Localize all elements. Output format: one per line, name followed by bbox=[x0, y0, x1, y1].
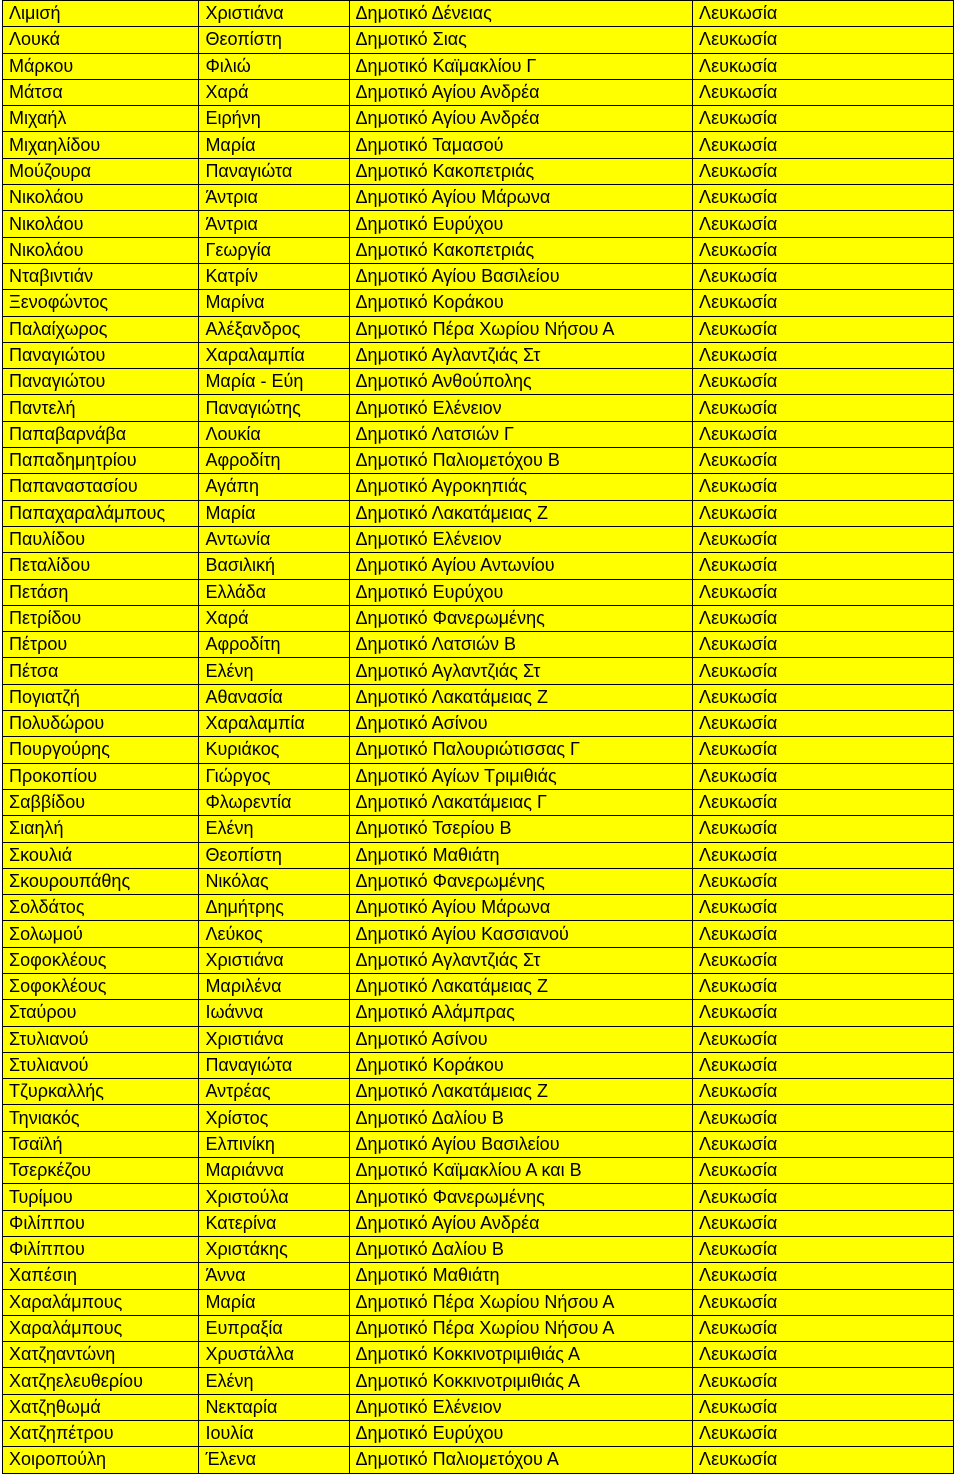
first-name-cell: Χρίστος bbox=[199, 1105, 349, 1131]
first-name-cell: Αντρέας bbox=[199, 1079, 349, 1105]
surname-cell: Παπαναστασίου bbox=[3, 474, 199, 500]
first-name-cell: Νεκταρία bbox=[199, 1394, 349, 1420]
surname-cell: Σοφοκλέους bbox=[3, 947, 199, 973]
first-name-cell: Ευπραξία bbox=[199, 1315, 349, 1341]
first-name-cell: Χαρά bbox=[199, 605, 349, 631]
district-cell: Λευκωσία bbox=[693, 1421, 954, 1447]
table-row bbox=[3, 1158, 954, 1184]
table-row bbox=[3, 263, 954, 289]
table-row bbox=[3, 816, 954, 842]
district-cell: Λευκωσία bbox=[693, 605, 954, 631]
surname-cell: Νικολάου bbox=[3, 185, 199, 211]
school-cell: Δημοτικό Αγλαντζιάς Στ bbox=[349, 947, 693, 973]
surname-cell: Τζυρκαλλής bbox=[3, 1079, 199, 1105]
school-cell: Δημοτικό Αγλαντζιάς Στ bbox=[349, 342, 693, 368]
school-cell: Δημοτικό Ασίνου bbox=[349, 1026, 693, 1052]
district-cell: Λευκωσία bbox=[693, 1289, 954, 1315]
table-row bbox=[3, 1079, 954, 1105]
table-row bbox=[3, 1447, 954, 1473]
surname-cell: Πετρίδου bbox=[3, 605, 199, 631]
school-cell: Δημοτικό Αγίου Κασσιανού bbox=[349, 921, 693, 947]
district-cell: Λευκωσία bbox=[693, 79, 954, 105]
surname-cell: Πέτρου bbox=[3, 632, 199, 658]
surname-cell: Νικολάου bbox=[3, 237, 199, 263]
district-cell: Λευκωσία bbox=[693, 526, 954, 552]
district-cell: Λευκωσία bbox=[693, 789, 954, 815]
surname-cell: Μάρκου bbox=[3, 53, 199, 79]
school-cell: Δημοτικό Λακατάμειας Ζ bbox=[349, 1079, 693, 1105]
district-cell: Λευκωσία bbox=[693, 211, 954, 237]
surname-cell: Χοιροπούλη bbox=[3, 1447, 199, 1473]
school-cell: Δημοτικό Ελένειον bbox=[349, 395, 693, 421]
table-row bbox=[3, 947, 954, 973]
first-name-cell: Θεοπίστη bbox=[199, 842, 349, 868]
table-row bbox=[3, 921, 954, 947]
surname-cell: Φιλίππου bbox=[3, 1236, 199, 1262]
table-row bbox=[3, 421, 954, 447]
school-cell: Δημοτικό Φανερωμένης bbox=[349, 605, 693, 631]
surname-cell: Σκουλιά bbox=[3, 842, 199, 868]
district-cell: Λευκωσία bbox=[693, 1394, 954, 1420]
table-row bbox=[3, 1026, 954, 1052]
table-row bbox=[3, 842, 954, 868]
table-row bbox=[3, 237, 954, 263]
table-row bbox=[3, 1, 954, 27]
table-row bbox=[3, 448, 954, 474]
table-row bbox=[3, 106, 954, 132]
district-cell: Λευκωσία bbox=[693, 973, 954, 999]
surname-cell: Παντελή bbox=[3, 395, 199, 421]
table-row bbox=[3, 158, 954, 184]
district-cell: Λευκωσία bbox=[693, 500, 954, 526]
surname-cell: Πουργούρης bbox=[3, 737, 199, 763]
school-cell: Δημοτικό Αγροκηπιάς bbox=[349, 474, 693, 500]
surname-cell: Πεταλίδου bbox=[3, 553, 199, 579]
first-name-cell: Χριστιάνα bbox=[199, 1, 349, 27]
surname-cell: Νταβιντιάν bbox=[3, 263, 199, 289]
first-name-cell: Άντρια bbox=[199, 211, 349, 237]
first-name-cell: Μαρία bbox=[199, 500, 349, 526]
surname-cell: Παλαίχωρος bbox=[3, 316, 199, 342]
district-cell: Λευκωσία bbox=[693, 369, 954, 395]
surname-cell: Παυλίδου bbox=[3, 526, 199, 552]
table-row bbox=[3, 868, 954, 894]
district-cell: Λευκωσία bbox=[693, 868, 954, 894]
first-name-cell: Μαριάννα bbox=[199, 1158, 349, 1184]
surname-cell: Λιμισή bbox=[3, 1, 199, 27]
first-name-cell: Αφροδίτη bbox=[199, 632, 349, 658]
school-cell: Δημοτικό Αγίου Μάρωνα bbox=[349, 185, 693, 211]
table-row bbox=[3, 474, 954, 500]
district-cell: Λευκωσία bbox=[693, 27, 954, 53]
district-cell: Λευκωσία bbox=[693, 1000, 954, 1026]
first-name-cell: Αφροδίτη bbox=[199, 448, 349, 474]
table-row bbox=[3, 79, 954, 105]
surname-cell: Σολδάτος bbox=[3, 895, 199, 921]
table-row bbox=[3, 27, 954, 53]
surname-cell: Χαπέσιη bbox=[3, 1263, 199, 1289]
first-name-cell: Ελπινίκη bbox=[199, 1131, 349, 1157]
district-cell: Λευκωσία bbox=[693, 816, 954, 842]
surname-cell: Τηνιακός bbox=[3, 1105, 199, 1131]
school-cell: Δημοτικό Λακατάμειας Ζ bbox=[349, 973, 693, 999]
table-row bbox=[3, 1394, 954, 1420]
district-cell: Λευκωσία bbox=[693, 1447, 954, 1473]
table-row bbox=[3, 895, 954, 921]
surname-cell: Πογιατζή bbox=[3, 684, 199, 710]
school-cell: Δημοτικό Ευρύχου bbox=[349, 1421, 693, 1447]
first-name-cell: Αντωνία bbox=[199, 526, 349, 552]
school-cell: Δημοτικό Ευρύχου bbox=[349, 211, 693, 237]
table-row bbox=[3, 526, 954, 552]
school-cell: Δημοτικό Πέρα Χωρίου Νήσου Α bbox=[349, 1315, 693, 1341]
school-cell: Δημοτικό Ελένειον bbox=[349, 526, 693, 552]
first-name-cell: Γιώργος bbox=[199, 763, 349, 789]
first-name-cell: Μαρία bbox=[199, 1289, 349, 1315]
first-name-cell: Χαραλαμπία bbox=[199, 711, 349, 737]
school-cell: Δημοτικό Αγίου Αντωνίου bbox=[349, 553, 693, 579]
district-cell: Λευκωσία bbox=[693, 132, 954, 158]
surname-cell: Στυλιανού bbox=[3, 1026, 199, 1052]
surname-cell: Προκοπίου bbox=[3, 763, 199, 789]
table-row bbox=[3, 211, 954, 237]
surname-cell: Ξενοφώντος bbox=[3, 290, 199, 316]
school-cell: Δημοτικό Πέρα Χωρίου Νήσου Α bbox=[349, 1289, 693, 1315]
district-cell: Λευκωσία bbox=[693, 1158, 954, 1184]
district-cell: Λευκωσία bbox=[693, 1342, 954, 1368]
table-row bbox=[3, 973, 954, 999]
table-row bbox=[3, 132, 954, 158]
district-cell: Λευκωσία bbox=[693, 448, 954, 474]
first-name-cell: Λεύκος bbox=[199, 921, 349, 947]
first-name-cell: Αλέξανδρος bbox=[199, 316, 349, 342]
teacher-list-table bbox=[2, 0, 954, 1474]
surname-cell: Σολωμού bbox=[3, 921, 199, 947]
school-cell: Δημοτικό Δαλίου Β bbox=[349, 1105, 693, 1131]
school-cell: Δημοτικό Καϊμακλίου Γ bbox=[349, 53, 693, 79]
district-cell: Λευκωσία bbox=[693, 1210, 954, 1236]
first-name-cell: Βασιλική bbox=[199, 553, 349, 579]
table-row bbox=[3, 632, 954, 658]
first-name-cell: Νικόλας bbox=[199, 868, 349, 894]
table-row bbox=[3, 1368, 954, 1394]
surname-cell: Νικολάου bbox=[3, 211, 199, 237]
first-name-cell: Ιουλία bbox=[199, 1421, 349, 1447]
surname-cell: Παπαβαρνάβα bbox=[3, 421, 199, 447]
school-cell: Δημοτικό Αγίου Βασιλείου bbox=[349, 1131, 693, 1157]
school-cell: Δημοτικό Ταμασού bbox=[349, 132, 693, 158]
school-cell: Δημοτικό Κοκκινοτριμιθιάς Α bbox=[349, 1368, 693, 1394]
table-row bbox=[3, 1105, 954, 1131]
surname-cell: Χατζηελευθερίου bbox=[3, 1368, 199, 1394]
school-cell: Δημοτικό Λατσιών Γ bbox=[349, 421, 693, 447]
surname-cell: Τυρίμου bbox=[3, 1184, 199, 1210]
school-cell: Δημοτικό Παλιομετόχου Α bbox=[349, 1447, 693, 1473]
surname-cell: Λουκά bbox=[3, 27, 199, 53]
first-name-cell: Γεωργία bbox=[199, 237, 349, 263]
district-cell: Λευκωσία bbox=[693, 395, 954, 421]
first-name-cell: Φιλιώ bbox=[199, 53, 349, 79]
table-row bbox=[3, 53, 954, 79]
first-name-cell: Έλενα bbox=[199, 1447, 349, 1473]
first-name-cell: Αθανασία bbox=[199, 684, 349, 710]
district-cell: Λευκωσία bbox=[693, 1105, 954, 1131]
school-cell: Δημοτικό Αγίου Μάρωνα bbox=[349, 895, 693, 921]
surname-cell: Πολυδώρου bbox=[3, 711, 199, 737]
district-cell: Λευκωσία bbox=[693, 1052, 954, 1078]
surname-cell: Χαραλάμπους bbox=[3, 1289, 199, 1315]
table-row bbox=[3, 1184, 954, 1210]
first-name-cell: Ειρήνη bbox=[199, 106, 349, 132]
first-name-cell: Άντρια bbox=[199, 185, 349, 211]
school-cell: Δημοτικό Αγίου Βασιλείου bbox=[349, 263, 693, 289]
school-cell: Δημοτικό Λακατάμειας Ζ bbox=[349, 684, 693, 710]
school-cell: Δημοτικό Λακατάμειας Γ bbox=[349, 789, 693, 815]
table-row bbox=[3, 763, 954, 789]
surname-cell: Χατζηαντώνη bbox=[3, 1342, 199, 1368]
first-name-cell: Χαραλαμπία bbox=[199, 342, 349, 368]
table-row bbox=[3, 1131, 954, 1157]
district-cell: Λευκωσία bbox=[693, 921, 954, 947]
school-cell: Δημοτικό Αγλαντζιάς Στ bbox=[349, 658, 693, 684]
school-cell: Δημοτικό Κακοπετριάς bbox=[349, 158, 693, 184]
surname-cell: Χατζηθωμά bbox=[3, 1394, 199, 1420]
school-cell: Δημοτικό Αλάμπρας bbox=[349, 1000, 693, 1026]
first-name-cell: Παναγιώτα bbox=[199, 1052, 349, 1078]
first-name-cell: Χριστιάνα bbox=[199, 947, 349, 973]
district-cell: Λευκωσία bbox=[693, 763, 954, 789]
school-cell: Δημοτικό Μαθιάτη bbox=[349, 842, 693, 868]
surname-cell: Μάτσα bbox=[3, 79, 199, 105]
first-name-cell: Χαρά bbox=[199, 79, 349, 105]
district-cell: Λευκωσία bbox=[693, 474, 954, 500]
district-cell: Λευκωσία bbox=[693, 842, 954, 868]
surname-cell: Μούζουρα bbox=[3, 158, 199, 184]
district-cell: Λευκωσία bbox=[693, 684, 954, 710]
district-cell: Λευκωσία bbox=[693, 1236, 954, 1262]
first-name-cell: Μαρία - Εύη bbox=[199, 369, 349, 395]
first-name-cell: Χρυστάλλα bbox=[199, 1342, 349, 1368]
district-cell: Λευκωσία bbox=[693, 1026, 954, 1052]
first-name-cell: Ιωάννα bbox=[199, 1000, 349, 1026]
table-row bbox=[3, 369, 954, 395]
surname-cell: Σκουρουπάθης bbox=[3, 868, 199, 894]
table-row bbox=[3, 789, 954, 815]
district-cell: Λευκωσία bbox=[693, 53, 954, 79]
first-name-cell: Παναγιώτα bbox=[199, 158, 349, 184]
table-row bbox=[3, 1289, 954, 1315]
table-row bbox=[3, 1342, 954, 1368]
school-cell: Δημοτικό Παλιομετόχου Β bbox=[349, 448, 693, 474]
school-cell: Δημοτικό Κακοπετριάς bbox=[349, 237, 693, 263]
district-cell: Λευκωσία bbox=[693, 658, 954, 684]
first-name-cell: Χριστιάνα bbox=[199, 1026, 349, 1052]
first-name-cell: Κατρίν bbox=[199, 263, 349, 289]
surname-cell: Στυλιανού bbox=[3, 1052, 199, 1078]
school-cell: Δημοτικό Αγίων Τριμιθιάς bbox=[349, 763, 693, 789]
school-cell: Δημοτικό Μαθιάτη bbox=[349, 1263, 693, 1289]
first-name-cell: Παναγιώτης bbox=[199, 395, 349, 421]
first-name-cell: Λουκία bbox=[199, 421, 349, 447]
surname-cell: Πέτσα bbox=[3, 658, 199, 684]
district-cell: Λευκωσία bbox=[693, 290, 954, 316]
first-name-cell: Μαριλένα bbox=[199, 973, 349, 999]
first-name-cell: Χριστούλα bbox=[199, 1184, 349, 1210]
surname-cell: Πετάση bbox=[3, 579, 199, 605]
surname-cell: Παναγιώτου bbox=[3, 342, 199, 368]
first-name-cell: Μαρίνα bbox=[199, 290, 349, 316]
district-cell: Λευκωσία bbox=[693, 158, 954, 184]
surname-cell: Χατζηπέτρου bbox=[3, 1421, 199, 1447]
school-cell: Δημοτικό Λατσιών Β bbox=[349, 632, 693, 658]
district-cell: Λευκωσία bbox=[693, 737, 954, 763]
school-cell: Δημοτικό Ανθούπολης bbox=[349, 369, 693, 395]
table-row bbox=[3, 579, 954, 605]
surname-cell: Παπαχαραλάμπους bbox=[3, 500, 199, 526]
first-name-cell: Θεοπίστη bbox=[199, 27, 349, 53]
school-cell: Δημοτικό Σιας bbox=[349, 27, 693, 53]
table-row bbox=[3, 1236, 954, 1262]
district-cell: Λευκωσία bbox=[693, 237, 954, 263]
district-cell: Λευκωσία bbox=[693, 1368, 954, 1394]
first-name-cell: Αγάπη bbox=[199, 474, 349, 500]
school-cell: Δημοτικό Παλουριώτισσας Γ bbox=[349, 737, 693, 763]
surname-cell: Χαραλάμπους bbox=[3, 1315, 199, 1341]
district-cell: Λευκωσία bbox=[693, 1184, 954, 1210]
surname-cell: Παναγιώτου bbox=[3, 369, 199, 395]
table-row bbox=[3, 1000, 954, 1026]
district-cell: Λευκωσία bbox=[693, 1131, 954, 1157]
school-cell: Δημοτικό Φανερωμένης bbox=[349, 1184, 693, 1210]
first-name-cell: Ελένη bbox=[199, 1368, 349, 1394]
surname-cell: Σοφοκλέους bbox=[3, 973, 199, 999]
district-cell: Λευκωσία bbox=[693, 1, 954, 27]
school-cell: Δημοτικό Ευρύχου bbox=[349, 579, 693, 605]
table-row bbox=[3, 1263, 954, 1289]
surname-cell: Μιχαήλ bbox=[3, 106, 199, 132]
school-cell: Δημοτικό Πέρα Χωρίου Νήσου Α bbox=[349, 316, 693, 342]
school-cell: Δημοτικό Λακατάμειας Ζ bbox=[349, 500, 693, 526]
school-cell: Δημοτικό Ασίνου bbox=[349, 711, 693, 737]
school-cell: Δημοτικό Δαλίου Β bbox=[349, 1236, 693, 1262]
surname-cell: Σαββίδου bbox=[3, 789, 199, 815]
first-name-cell: Ελένη bbox=[199, 658, 349, 684]
district-cell: Λευκωσία bbox=[693, 421, 954, 447]
district-cell: Λευκωσία bbox=[693, 106, 954, 132]
district-cell: Λευκωσία bbox=[693, 711, 954, 737]
table-row bbox=[3, 395, 954, 421]
surname-cell: Τσαϊλή bbox=[3, 1131, 199, 1157]
first-name-cell: Χριστάκης bbox=[199, 1236, 349, 1262]
surname-cell: Σταύρου bbox=[3, 1000, 199, 1026]
district-cell: Λευκωσία bbox=[693, 553, 954, 579]
school-cell: Δημοτικό Κοκκινοτριμιθιάς Α bbox=[349, 1342, 693, 1368]
table-row bbox=[3, 605, 954, 631]
school-cell: Δημοτικό Αγίου Ανδρέα bbox=[349, 79, 693, 105]
school-cell: Δημοτικό Δένειας bbox=[349, 1, 693, 27]
table-row bbox=[3, 711, 954, 737]
district-cell: Λευκωσία bbox=[693, 947, 954, 973]
table-row bbox=[3, 684, 954, 710]
table-row bbox=[3, 1421, 954, 1447]
table-row bbox=[3, 1052, 954, 1078]
table-row bbox=[3, 500, 954, 526]
school-cell: Δημοτικό Φανερωμένης bbox=[349, 868, 693, 894]
first-name-cell: Ελλάδα bbox=[199, 579, 349, 605]
district-cell: Λευκωσία bbox=[693, 1263, 954, 1289]
surname-cell: Μιχαηλίδου bbox=[3, 132, 199, 158]
table-row bbox=[3, 658, 954, 684]
district-cell: Λευκωσία bbox=[693, 185, 954, 211]
first-name-cell: Κυριάκος bbox=[199, 737, 349, 763]
table-row bbox=[3, 342, 954, 368]
district-cell: Λευκωσία bbox=[693, 632, 954, 658]
school-cell: Δημοτικό Καϊμακλίου Α και Β bbox=[349, 1158, 693, 1184]
school-cell: Δημοτικό Τσερίου Β bbox=[349, 816, 693, 842]
school-cell: Δημοτικό Αγίου Ανδρέα bbox=[349, 1210, 693, 1236]
table-row bbox=[3, 553, 954, 579]
district-cell: Λευκωσία bbox=[693, 579, 954, 605]
table-row bbox=[3, 290, 954, 316]
district-cell: Λευκωσία bbox=[693, 263, 954, 289]
first-name-cell: Φλωρεντία bbox=[199, 789, 349, 815]
first-name-cell: Άννα bbox=[199, 1263, 349, 1289]
table-row bbox=[3, 1315, 954, 1341]
table-body bbox=[3, 1, 954, 1474]
district-cell: Λευκωσία bbox=[693, 1315, 954, 1341]
district-cell: Λευκωσία bbox=[693, 1079, 954, 1105]
surname-cell: Τσερκέζου bbox=[3, 1158, 199, 1184]
district-cell: Λευκωσία bbox=[693, 342, 954, 368]
table-row bbox=[3, 316, 954, 342]
district-cell: Λευκωσία bbox=[693, 316, 954, 342]
school-cell: Δημοτικό Κοράκου bbox=[349, 1052, 693, 1078]
first-name-cell: Κατερίνα bbox=[199, 1210, 349, 1236]
school-cell: Δημοτικό Ελένειον bbox=[349, 1394, 693, 1420]
surname-cell: Φιλίππου bbox=[3, 1210, 199, 1236]
school-cell: Δημοτικό Αγίου Ανδρέα bbox=[349, 106, 693, 132]
table-row bbox=[3, 737, 954, 763]
surname-cell: Σιαηλή bbox=[3, 816, 199, 842]
first-name-cell: Δημήτρης bbox=[199, 895, 349, 921]
table-row bbox=[3, 185, 954, 211]
school-cell: Δημοτικό Κοράκου bbox=[349, 290, 693, 316]
first-name-cell: Ελένη bbox=[199, 816, 349, 842]
first-name-cell: Μαρία bbox=[199, 132, 349, 158]
surname-cell: Παπαδημητρίου bbox=[3, 448, 199, 474]
table-row bbox=[3, 1210, 954, 1236]
district-cell: Λευκωσία bbox=[693, 895, 954, 921]
